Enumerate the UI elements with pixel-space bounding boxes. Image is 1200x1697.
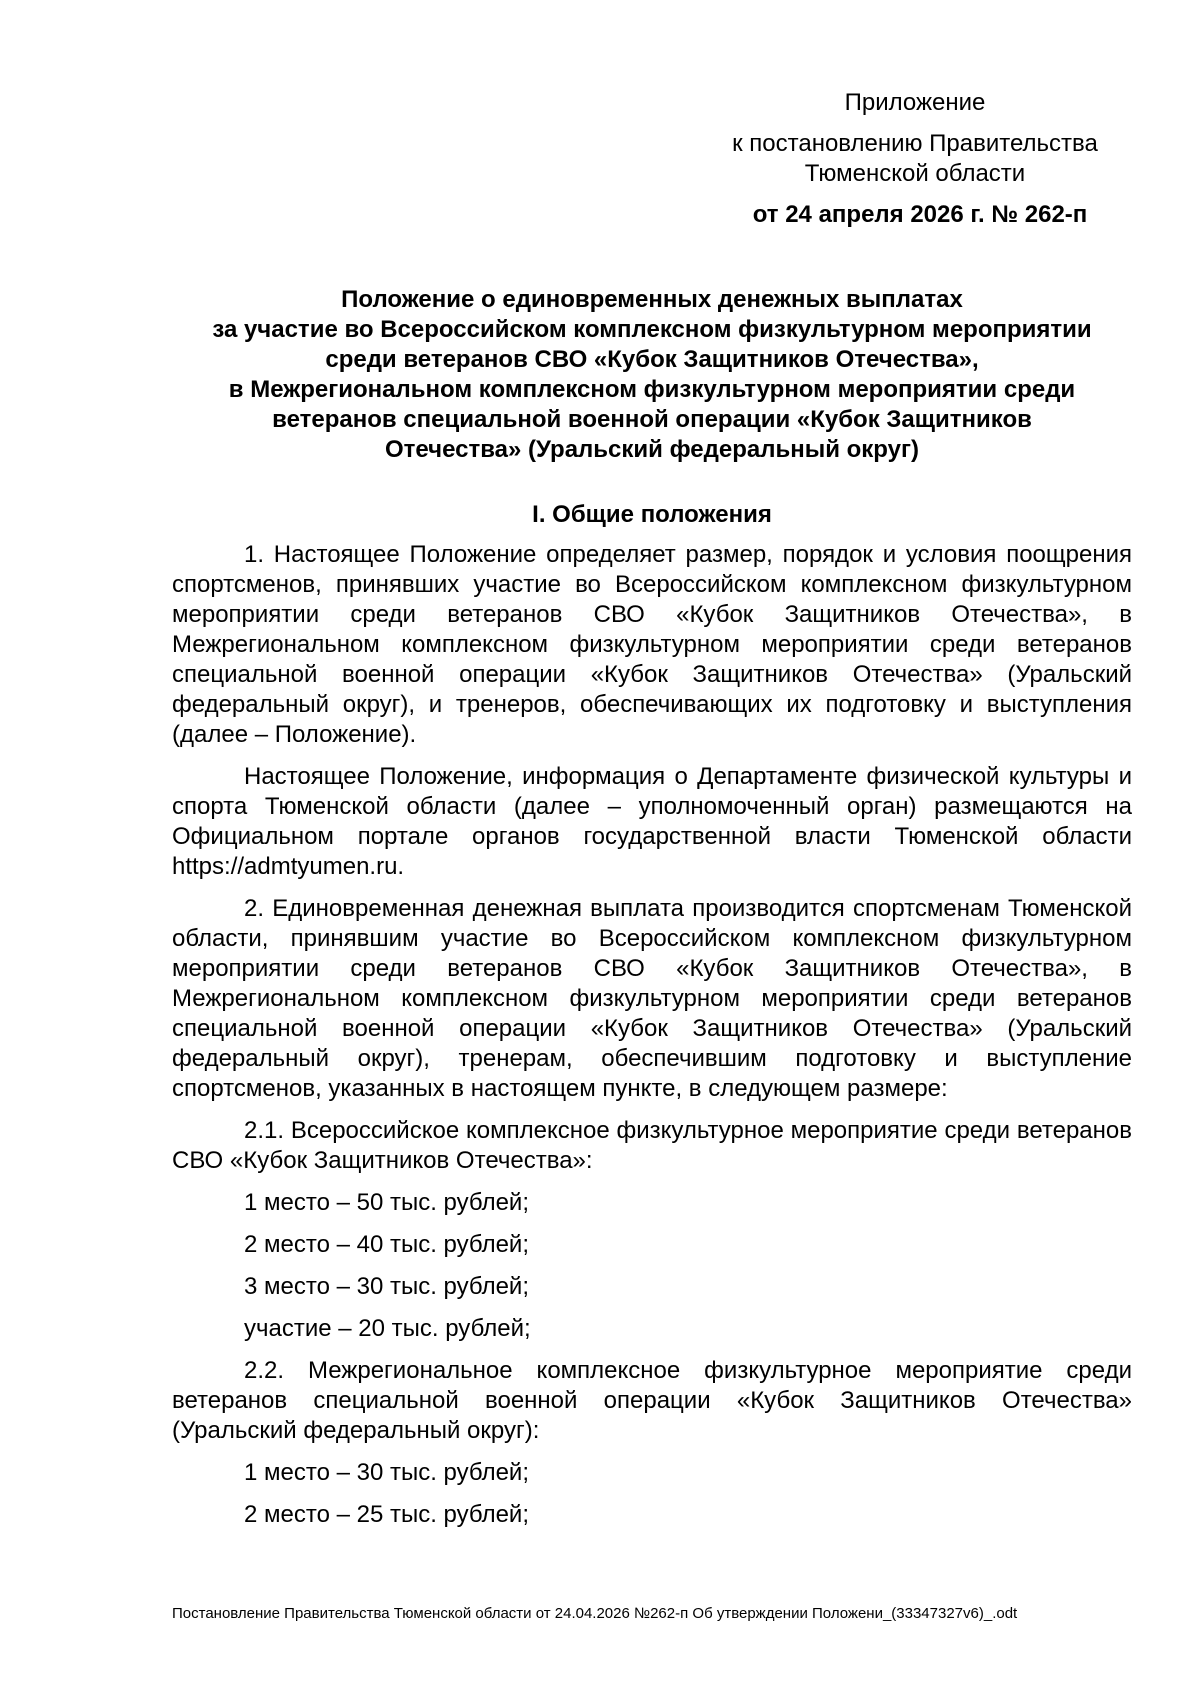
title-line-1: Положение о единовременных денежных выплатах [341, 286, 963, 313]
appendix-ref-line2: Тюменской области [804, 160, 1026, 187]
paragraph-2-1: 2.1. Всероссийское комплексное физкультурное мероприятие среди ветеранов СВО «Кубок Защитников Отечества»: [172, 1117, 1132, 1174]
paragraph-3: 2. Единовременная денежная выплата производится спортсменам Тюменской области, принявшим участие во Всероссийском комплексном физкультурном мероприятии среди ветеранов СВО «Кубок Защитников Отечества», в Межрегиональном комплексном физкультурном мероприятии среди ветеранов специальной военной операции «Кубок Защитников Отечества» (Уральский федеральный округ), тренерам, обеспечившим подготовку и выступление спортсменов, указанных в настоящем пункте, в следующем размере: [172, 895, 1132, 1102]
appendix-ref-line1: к постановлению Правительства [732, 130, 1098, 157]
appendix-label: Приложение [844, 89, 986, 116]
document-body [172, 540, 1132, 1542]
paragraph-2-2: 2.2. Межрегиональное комплексное физкультурное мероприятие среди ветеранов специальной военной операции «Кубок Защитников Отечества» (Уральский федеральный округ): [172, 1357, 1132, 1444]
list-item: 1 место – 30 тыс. рублей; [244, 1459, 529, 1486]
document-title [172, 285, 1132, 465]
page-footer: Постановление Правительства Тюменской области от 24.04.2026 №262-п Об утверждении Положени_(33347327v6)_.odt [172, 1605, 1018, 1622]
title-line-2: за участие во Всероссийском комплексном физкультурном мероприятии [212, 316, 1092, 343]
title-line-5: ветеранов специальной военной операции «Кубок Защитников [272, 406, 1032, 433]
paragraph-1: 1. Настоящее Положение определяет размер, порядок и условия поощрения спортсменов, принявших участие во Всероссийском комплексном физкультурном мероприятии среди ветеранов СВО «Кубок Защитников Отечества», в Межрегиональном комплексном физкультурном мероприятии среди ветеранов специальной военной операции «Кубок Защитников Отечества» (Уральский федеральный округ), и тренеров, обеспечивающих их подготовку и выступления (далее – Положение). [172, 541, 1132, 748]
section-heading: I. Общие положения [532, 501, 772, 528]
list-item: 2 место – 40 тыс. рублей; [244, 1231, 529, 1258]
list-item: 1 место – 50 тыс. рублей; [244, 1189, 529, 1216]
title-line-3: среди ветеранов СВО «Кубок Защитников Отечества», [325, 346, 979, 373]
title-line-6: Отечества» (Уральский федеральный округ) [385, 436, 919, 463]
title-line-4: в Межрегиональном комплексном физкультурном мероприятии среди [228, 376, 1076, 403]
paragraph-2: Настоящее Положение, информация о Департаменте физической культуры и спорта Тюменской области (далее – уполномоченный орган) размещаются на Официальном портале органов государственной власти Тюменской области https://admtyumen.ru. [172, 763, 1132, 880]
list-item: 2 место – 25 тыс. рублей; [244, 1501, 529, 1528]
list-item: участие – 20 тыс. рублей; [244, 1315, 531, 1342]
list-item: 3 место – 30 тыс. рублей; [244, 1273, 529, 1300]
appendix-date: от 24 апреля 2026 г. № 262-п [752, 201, 1088, 228]
appendix-reference [680, 129, 1150, 189]
